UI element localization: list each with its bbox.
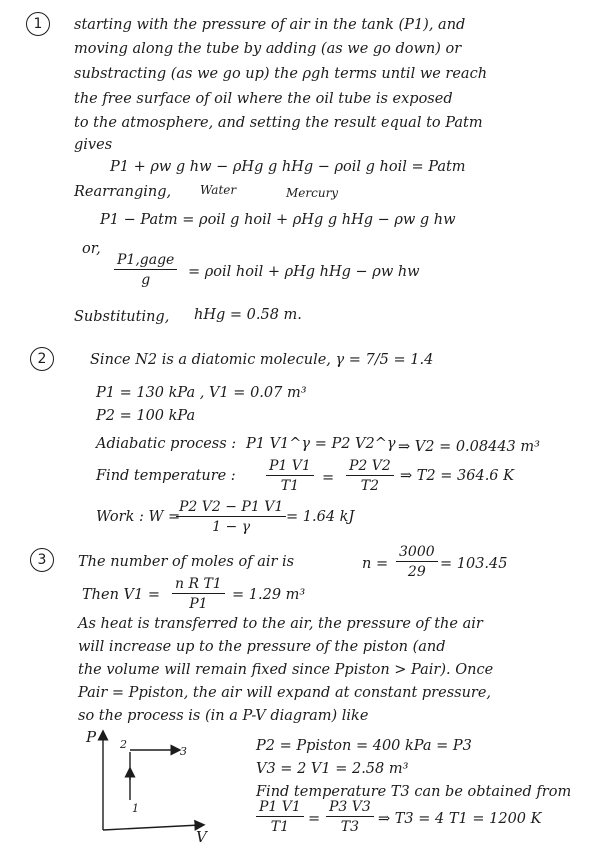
temperature-fraction-left: P1 V1 T1 <box>266 459 314 493</box>
moles-lhs: n = <box>362 556 389 572</box>
work-fraction: P2 V2 − P1 V1 1 − γ <box>176 500 286 534</box>
t3-fraction-right: P3 V3 T3 <box>326 800 374 834</box>
temperature-fraction-right: P2 V2 T2 <box>346 459 394 493</box>
substituting-label: Substituting, <box>74 309 170 325</box>
temperature-result: ⇒ T2 = 364.6 K <box>400 468 514 484</box>
gage-pressure-fraction: P1,gage g <box>114 253 177 287</box>
t3-fraction-left: P1 V1 T1 <box>256 800 304 834</box>
water-label: Water <box>200 183 237 197</box>
adiabatic-label: Adiabatic process : <box>96 436 237 452</box>
or-label: or, <box>82 241 101 257</box>
problem-3-line: so the process is (in a P-V diagram) like <box>78 708 369 724</box>
result-h-mercury: hHg = 0.58 m. <box>194 307 302 323</box>
v-axis <box>103 825 200 830</box>
mercury-label: Mercury <box>286 186 339 200</box>
t3-text: Find temperature T3 can be obtained from <box>256 784 572 800</box>
p-axis-label: P <box>86 728 97 746</box>
moles-fraction: 3000 29 <box>396 545 438 579</box>
problem-1-line: to the atmosphere, and setting the result equal to Patm <box>74 115 483 131</box>
state-2-label: 2 <box>120 738 127 751</box>
problem-1-line: substracting (as we go up) the ρgh terms until we reach <box>74 66 488 82</box>
problem-1-line: gives <box>74 137 113 153</box>
equation-gage-rhs: = ρoil hoil + ρHg hHg − ρw hw <box>188 264 420 280</box>
problem-2-number: 2 <box>30 347 54 371</box>
equation-v3: V3 = 2 V1 = 2.58 m³ <box>256 761 409 777</box>
adiabatic-equation: P1 V1^γ = P2 V2^γ <box>246 436 396 452</box>
final-pressure: P2 = 100 kPa <box>96 408 196 424</box>
t3-result: ⇒ T3 = 4 T1 = 1200 K <box>378 811 542 827</box>
problem-1-line: the free surface of oil where the oil tube is exposed <box>74 91 453 107</box>
problem-1-number: 1 <box>26 12 50 36</box>
equation-p2: P2 = Ppiston = 400 kPa = P3 <box>256 738 472 754</box>
state-1-label: 1 <box>132 802 139 815</box>
problem-3-line: Pair = Ppiston, the air will expand at constant pressure, <box>78 685 492 701</box>
v-axis-label: V <box>196 828 207 846</box>
work-result: = 1.64 kJ <box>286 509 355 525</box>
v1-result: = 1.29 m³ <box>232 587 306 603</box>
moles-text: The number of moles of air is <box>78 554 295 570</box>
problem-3-number: 3 <box>30 548 54 572</box>
adiabatic-result: ⇒ V2 = 0.08443 m³ <box>398 439 540 455</box>
problem-1-line: starting with the pressure of air in the tank (P1), and <box>74 17 466 33</box>
equation-rearranged: P1 − Patm = ρoil g hoil + ρHg g hHg − ρw g hw <box>100 212 456 228</box>
problem-1-line: moving along the tube by adding (as we go down) or <box>74 41 462 57</box>
solution-page: 1 starting with the pressure of air in the tank (P1), and moving along the tube by adding (as we go down) or substracting (as we go up) the ρgh terms until we reach the free surface of oil where the oil tube is exposed to the atmosphere, and setting the result equal to Patm gives P1 + ρw g hw − ρHg g hHg − ρoil g hoil = Patm Rearranging, Water Mercury P1 − Patm = ρoil g hoil + ρHg g hHg − ρw g hw or, P1,gage g = ρoil hoil + ρHg hHg − ρw hw Substituting, hHg = 0.58 m. 2 Since N2 is a diatomic molecule, γ = 7/5 = 1.4 P1 = 130 kPa , V1 = 0.07 m³ P2 = 100 kPa Adiabatic process : P1 V1^γ = P2 V2^γ ⇒ V2 = 0.08443 m³ Find temperature : P1 V1 T1 = P2 V2 T2 ⇒ T2 = 364.6 K Work : W = P2 V2 − P1 V1 1 − γ = 1.64 kJ 3 The number of moles of air is n = 3000 29 = 103.45 Then V1 = n R T1 P1 = 1.29 m³ As heat is transferred to the air, the pressure of the air will increase up to the pressure of the piston (and the volume will remain fixed since Ppiston > Pair). Once Pair = Ppiston, the air will expand at constant pressure, so the process is (in a P-V diagram) like P2 = Ppiston = 400 kPa = P3 V3 = 2 V1 = 2.58 m³ Find temperature T3 can be obtained from P1 V1 T1 = P3 V3 T3 ⇒ T3 = 4 T1 = 1200 K P V 2 3 1 <box>0 0 611 848</box>
moles-result: = 103.45 <box>440 556 508 572</box>
problem-2-intro: Since N2 is a diatomic molecule, γ = 7/5 = 1.4 <box>90 352 434 368</box>
temperature-label: Find temperature : <box>96 468 236 484</box>
work-label: Work : W = <box>96 509 181 525</box>
v1-fraction: n R T1 P1 <box>172 577 225 611</box>
problem-3-line: As heat is transferred to the air, the pressure of the air <box>78 616 483 632</box>
initial-state: P1 = 130 kPa , V1 = 0.07 m³ <box>96 385 307 401</box>
problem-3-line: will increase up to the pressure of the piston (and <box>78 639 446 655</box>
rearranging-label: Rearranging, <box>74 184 172 200</box>
equation-pressure-balance: P1 + ρw g hw − ρHg g hHg − ρoil g hoil = Patm <box>110 159 466 175</box>
problem-3-line: the volume will remain fixed since Ppiston > Pair). Once <box>78 662 494 678</box>
then-label: Then V1 = <box>82 587 160 603</box>
state-3-label: 3 <box>180 745 187 758</box>
